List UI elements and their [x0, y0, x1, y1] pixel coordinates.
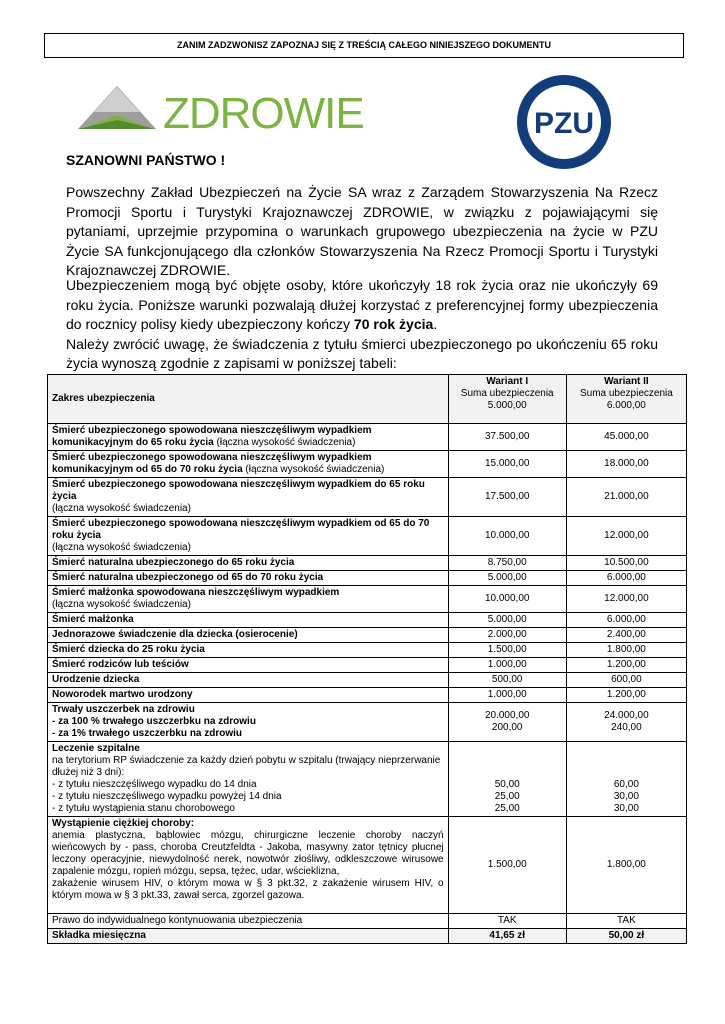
- hospital-v1-a: 50,00: [494, 779, 520, 790]
- hospital-line-3: - z tytułu wystąpienia stanu chorobowego: [52, 803, 235, 814]
- benefit-title: Noworodek martwo urodzony: [52, 689, 193, 700]
- table-row: [48, 556, 687, 571]
- benefit-description: [48, 556, 449, 571]
- benefit-title: Śmierć małżonka spowodowana nieszczęśliwym wypadkiem: [52, 587, 340, 598]
- variant-1-subtitle: Suma ubezpieczenia: [460, 388, 554, 399]
- header-scope: Zakres ubezpieczenia: [48, 375, 449, 424]
- disability-line-2: - za 1% trwałego uszczerbku na zdrowiu: [52, 728, 243, 739]
- table-row: [48, 673, 687, 688]
- benefit-variant-1: 5.000,00: [448, 613, 566, 628]
- benefit-variant-1: 500,00: [448, 673, 566, 688]
- variant-2-title: Wariant II: [604, 376, 649, 387]
- benefit-title: Śmierć małżonka: [52, 614, 134, 625]
- benefit-description: [48, 673, 449, 688]
- hospital-line-2: - z tytułu nieszczęśliwego wypadku powyżej 14 dnia: [52, 791, 282, 802]
- benefit-description: [48, 451, 449, 478]
- hospital-variant-1: [448, 742, 566, 817]
- table-row: [48, 586, 687, 613]
- illness-description: [48, 817, 449, 914]
- continuation-variant-1: TAK: [448, 914, 566, 929]
- benefit-description: [48, 613, 449, 628]
- benefit-title: Śmierć naturalna ubezpieczonego do 65 roku życia: [52, 557, 295, 568]
- hospital-v2-b: 30,00: [613, 791, 639, 802]
- table-row: [48, 451, 687, 478]
- benefit-title: Śmierć ubezpieczonego spowodowana nieszczęśliwym wypadkiem od 65 do 70 roku życia: [52, 518, 430, 541]
- disability-description: [48, 703, 449, 742]
- premium-label: Składka miesięczna: [48, 929, 449, 944]
- disability-v2-full: 24.000,00: [604, 710, 649, 721]
- hospital-v2-c: 30,00: [613, 803, 639, 814]
- benefit-note: (łączna wysokość świadczenia): [213, 437, 356, 448]
- illness-desc: anemia plastyczna, bąblowiec mózgu, chirurgiczne leczenie choroby naczyń wieńcowych by - pass, choroba Creutzfeldta - Jakoba, masywny zator tętnicy płucnej leczony operacyjnie, niewydolność nerek, nowotwór złośliwy, odkleszczowe wirusowe zapalenie mózgu, ropień mózgu, sepsa, tężec, udar, wścieklizna,: [52, 830, 444, 877]
- table-row-hospital: [48, 742, 687, 817]
- hospital-v1-c: 25,00: [494, 803, 520, 814]
- benefit-title: Jednorazowe świadczenie dla dziecka (osierocenie): [52, 629, 298, 640]
- benefit-variant-2: 1.200,00: [566, 688, 686, 703]
- note-text: Należy zwrócić uwagę, że świadczenia z tytułu śmierci ubezpieczonego po ukończeniu 65 roku życia wynoszą zgodnie z zapisami w poniższej tabeli:: [66, 335, 658, 371]
- benefit-variant-1: 2.000,00: [448, 628, 566, 643]
- header-variant-1: [448, 375, 566, 424]
- table-row: [48, 658, 687, 673]
- benefit-note: (łączna wysokość świadczenia): [52, 503, 191, 514]
- benefit-variant-1: 8.750,00: [448, 556, 566, 571]
- illness-desc-2: zakażenie wirusem HIV, o którym mowa w § 3 pkt.32, z zakażenie wirusem HIV, o którym mowa w § 3 pkt.33, zawał serca, zgorzel gazowa.: [52, 878, 444, 901]
- hospital-v2-a: 60,00: [613, 779, 639, 790]
- benefit-variant-2: 600,00: [566, 673, 686, 688]
- hospital-variant-2: [566, 742, 686, 817]
- illness-variant-1: 1.500,00: [448, 817, 566, 914]
- benefit-title: Urodzenie dziecka: [52, 674, 140, 685]
- benefit-variant-2: 6.000,00: [566, 571, 686, 586]
- table-row: [48, 643, 687, 658]
- benefit-title: Śmierć dziecka do 25 roku życia: [52, 644, 205, 655]
- table-row-illness: [48, 817, 687, 914]
- benefit-variant-2: 6.000,00: [566, 613, 686, 628]
- table-row: [48, 517, 687, 556]
- benefit-description: [48, 517, 449, 556]
- disability-v1-percent: 200,00: [491, 722, 523, 733]
- disability-line-1: - za 100 % trwałego uszczerbku na zdrowiu: [52, 716, 256, 727]
- benefit-description: [48, 424, 449, 451]
- benefit-variant-1: 1.000,00: [448, 688, 566, 703]
- table-row: [48, 571, 687, 586]
- benefit-variant-1: 17.500,00: [448, 478, 566, 517]
- benefit-title: Śmierć naturalna ubezpieczonego od 65 do 70 roku życia: [52, 572, 324, 583]
- greeting: SZANOWNI PAŃSTWO !: [66, 152, 226, 168]
- pzu-logo: [516, 74, 612, 170]
- variant-2-sum: 6.000,00: [606, 400, 646, 411]
- hospital-line-1: - z tytułu nieszczęśliwego wypadku do 14 dnia: [52, 779, 257, 790]
- premium-variant-1: 41,65 zł: [448, 929, 566, 944]
- hospital-description: [48, 742, 449, 817]
- zdrowie-logo: [78, 82, 364, 138]
- table-row-disability: [48, 703, 687, 742]
- benefit-variant-2: 10.500,00: [566, 556, 686, 571]
- benefit-variant-2: 2.400,00: [566, 628, 686, 643]
- disability-v2-percent: 240,00: [611, 722, 642, 733]
- benefit-title: Śmierć ubezpieczonego spowodowana nieszczęśliwym wypadkiem do 65 roku życia: [52, 479, 425, 502]
- table-row-premium: [48, 929, 687, 944]
- table-row: [48, 478, 687, 517]
- top-banner: ZANIM ZADZWONISZ ZAPOZNAJ SIĘ Z TREŚCIĄ CAŁEGO NINIEJSZEGO DOKUMENTU: [44, 33, 684, 58]
- pzu-logo-text: PZU: [534, 107, 594, 140]
- benefit-variant-2: 1.800,00: [566, 643, 686, 658]
- benefit-description: [48, 571, 449, 586]
- benefit-variant-2: 21.000,00: [566, 478, 686, 517]
- table-row: [48, 424, 687, 451]
- benefit-variant-2: 12.000,00: [566, 517, 686, 556]
- benefit-variant-2: 18.000,00: [566, 451, 686, 478]
- table-row: [48, 613, 687, 628]
- benefit-description: [48, 478, 449, 517]
- illness-variant-2: 1.800,00: [566, 817, 686, 914]
- benefit-description: [48, 643, 449, 658]
- benefit-description: [48, 658, 449, 673]
- age-limit-highlight: 70 rok życia: [353, 316, 434, 332]
- benefit-variant-1: 10.000,00: [448, 517, 566, 556]
- benefit-note: (łączna wysokość świadczenia): [242, 464, 385, 475]
- hospital-title: Leczenie szpitalne: [52, 743, 140, 754]
- table-header-row: [48, 375, 687, 424]
- hospital-v1-b: 25,00: [494, 791, 520, 802]
- benefit-description: [48, 586, 449, 613]
- benefit-variant-1: 5.000,00: [448, 571, 566, 586]
- conditions-text: Ubezpieczeniem mogą być objęte osoby, które ukończyły 18 rok życia oraz nie ukończyły 69 roku życia. Poniższe warunki pozwalają dłużej korzystać z preferencyjnej formy ubezpieczenia do rocznicy polisy kiedy ubezpieczony kończy: [66, 277, 658, 332]
- conditions-text-end: .: [433, 316, 438, 332]
- table-row-continuation: [48, 914, 687, 929]
- disability-v1-full: 20.000,00: [484, 710, 530, 721]
- benefit-variant-2: 1.200,00: [566, 658, 686, 673]
- conditions-paragraph: [66, 276, 658, 374]
- benefit-variant-2: 45.000,00: [566, 424, 686, 451]
- continuation-label: Prawo do indywidualnego kontynuowania ubezpieczenia: [48, 914, 449, 929]
- insurance-table: [47, 374, 687, 944]
- variant-2-subtitle: Suma ubezpieczenia: [579, 388, 673, 399]
- hospital-desc: na terytorium RP świadczenie za każdy dzień pobytu w szpitalu (trwający nieprzerwanie dłużej niż 3 dni):: [52, 755, 441, 778]
- table-row: [48, 628, 687, 643]
- benefit-title: Śmierć ubezpieczonego spowodowana nieszczęśliwym wypadkiem komunikacyjnym od 65 do 70 roku życia: [52, 452, 372, 475]
- benefit-variant-1: 1.500,00: [448, 643, 566, 658]
- variant-1-title: Wariant I: [486, 376, 529, 387]
- benefit-variant-1: 10.000,00: [448, 586, 566, 613]
- benefit-variant-1: 1.000,00: [448, 658, 566, 673]
- continuation-variant-2: TAK: [566, 914, 686, 929]
- variant-1-sum: 5.000,00: [487, 400, 527, 411]
- disability-variant-2: [566, 703, 686, 742]
- benefit-variant-1: 15.000,00: [448, 451, 566, 478]
- benefit-description: [48, 688, 449, 703]
- disability-variant-1: [448, 703, 566, 742]
- benefit-note: (łączna wysokość świadczenia): [52, 542, 191, 553]
- benefit-note: (łączna wysokość świadczenia): [52, 599, 191, 610]
- illness-title: Wystąpienie ciężkiej choroby:: [52, 818, 195, 829]
- benefit-title: Śmierć ubezpieczonego spowodowana nieszczęśliwym wypadkiem komunikacyjnym do 65 roku życia: [52, 425, 372, 448]
- benefit-description: [48, 628, 449, 643]
- zdrowie-logo-text: ZDROWIE: [163, 89, 364, 138]
- disability-title: Trwały uszczerbek na zdrowiu: [52, 704, 195, 715]
- benefit-rows: [48, 424, 687, 703]
- header-variant-2: [566, 375, 686, 424]
- intro-paragraph: Powszechny Zakład Ubezpieczeń na Życie SA wraz z Zarządem Stowarzyszenia Na Rzecz Promocji Sportu i Turystyki Krajoznawczej ZDROWIE, w związku z pojawiającymi się pytaniami, uprzejmie przypomina o warunkach grupowego ubezpieczenia na życie w PZU Życie SA funkcjonującego dla członków Stowarzyszenia Na Rzecz Promocji Sportu i Turystyki Krajoznawczej ZDROWIE.: [66, 184, 658, 278]
- table-row: [48, 688, 687, 703]
- benefit-title: Śmierć rodziców lub teściów: [52, 659, 189, 670]
- premium-variant-2: 50,00 zł: [566, 929, 686, 944]
- benefit-variant-1: 37.500,00: [448, 424, 566, 451]
- benefit-variant-2: 12.000,00: [566, 586, 686, 613]
